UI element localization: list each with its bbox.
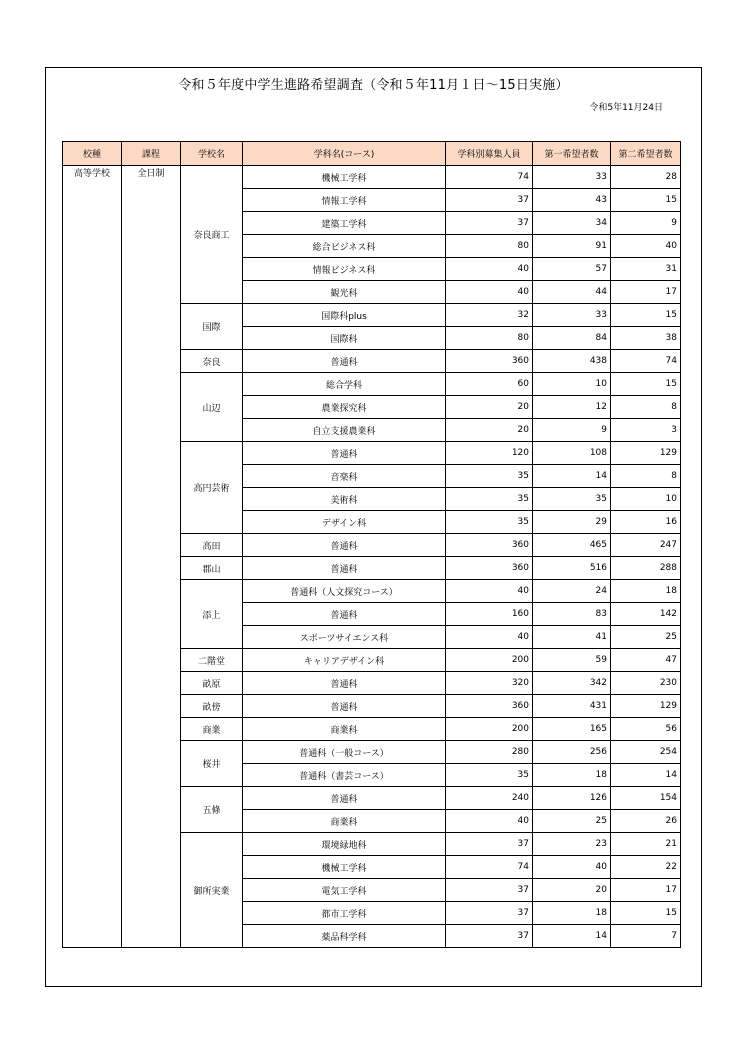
department-cell: 普通科 xyxy=(243,672,446,695)
second-choice-cell: 8 xyxy=(611,396,681,419)
second-choice-cell: 9 xyxy=(611,212,681,235)
first-choice-cell: 34 xyxy=(533,212,611,235)
second-choice-cell: 25 xyxy=(611,626,681,649)
school-name-cell: 国際 xyxy=(181,304,243,350)
quota-cell: 37 xyxy=(446,879,533,902)
quota-cell: 74 xyxy=(446,856,533,879)
quota-cell: 80 xyxy=(446,235,533,258)
second-choice-cell: 31 xyxy=(611,258,681,281)
school-type-cell: 高等学校 xyxy=(63,166,122,948)
quota-cell: 240 xyxy=(446,787,533,810)
second-choice-cell: 17 xyxy=(611,879,681,902)
quota-cell: 37 xyxy=(446,925,533,948)
second-choice-cell: 15 xyxy=(611,189,681,212)
quota-cell: 360 xyxy=(446,534,533,557)
department-cell: 観光科 xyxy=(243,281,446,304)
quota-cell: 80 xyxy=(446,327,533,350)
second-choice-cell: 28 xyxy=(611,166,681,189)
second-choice-cell: 288 xyxy=(611,557,681,580)
quota-cell: 360 xyxy=(446,350,533,373)
second-choice-cell: 247 xyxy=(611,534,681,557)
quota-cell: 37 xyxy=(446,212,533,235)
first-choice-cell: 25 xyxy=(533,810,611,833)
second-choice-cell: 38 xyxy=(611,327,681,350)
department-cell: デザイン科 xyxy=(243,511,446,534)
quota-cell: 40 xyxy=(446,258,533,281)
first-choice-cell: 14 xyxy=(533,465,611,488)
table-row xyxy=(63,166,681,189)
school-name-cell: 畝傍 xyxy=(181,695,243,718)
first-choice-cell: 18 xyxy=(533,764,611,787)
first-choice-cell: 33 xyxy=(533,166,611,189)
quota-cell: 35 xyxy=(446,764,533,787)
department-cell: 普通科（一般コース） xyxy=(243,741,446,764)
school-name-cell: 奈良 xyxy=(181,350,243,373)
first-choice-cell: 35 xyxy=(533,488,611,511)
second-choice-cell: 230 xyxy=(611,672,681,695)
second-choice-cell: 8 xyxy=(611,465,681,488)
department-cell: 機械工学科 xyxy=(243,856,446,879)
header-quota: 学科別募集人員 xyxy=(446,142,533,166)
second-choice-cell: 21 xyxy=(611,833,681,856)
department-cell: 環境緑地科 xyxy=(243,833,446,856)
second-choice-cell: 26 xyxy=(611,810,681,833)
department-cell: 普通科 xyxy=(243,442,446,465)
first-choice-cell: 431 xyxy=(533,695,611,718)
header-department: 学科名(コース) xyxy=(243,142,446,166)
quota-cell: 160 xyxy=(446,603,533,626)
second-choice-cell: 17 xyxy=(611,281,681,304)
quota-cell: 40 xyxy=(446,626,533,649)
second-choice-cell: 16 xyxy=(611,511,681,534)
first-choice-cell: 465 xyxy=(533,534,611,557)
first-choice-cell: 20 xyxy=(533,879,611,902)
first-choice-cell: 59 xyxy=(533,649,611,672)
table-body xyxy=(63,166,681,948)
department-cell: 機械工学科 xyxy=(243,166,446,189)
first-choice-cell: 256 xyxy=(533,741,611,764)
quota-cell: 200 xyxy=(446,649,533,672)
first-choice-cell: 165 xyxy=(533,718,611,741)
school-name-cell: 御所実業 xyxy=(181,833,243,948)
quota-cell: 20 xyxy=(446,419,533,442)
school-name-cell: 二階堂 xyxy=(181,649,243,672)
second-choice-cell: 22 xyxy=(611,856,681,879)
department-cell: 普通科 xyxy=(243,350,446,373)
department-cell: 総合学科 xyxy=(243,373,446,396)
school-name-cell: 山辺 xyxy=(181,373,243,442)
second-choice-cell: 7 xyxy=(611,925,681,948)
second-choice-cell: 14 xyxy=(611,764,681,787)
first-choice-cell: 91 xyxy=(533,235,611,258)
header-row xyxy=(63,142,681,166)
school-name-cell: 高田 xyxy=(181,534,243,557)
first-choice-cell: 126 xyxy=(533,787,611,810)
first-choice-cell: 108 xyxy=(533,442,611,465)
department-cell: 電気工学科 xyxy=(243,879,446,902)
quota-cell: 60 xyxy=(446,373,533,396)
department-cell: 普通科 xyxy=(243,695,446,718)
first-choice-cell: 41 xyxy=(533,626,611,649)
header-school-type: 校種 xyxy=(63,142,122,166)
second-choice-cell: 129 xyxy=(611,695,681,718)
second-choice-cell: 15 xyxy=(611,304,681,327)
first-choice-cell: 57 xyxy=(533,258,611,281)
quota-cell: 35 xyxy=(446,465,533,488)
department-cell: 建築工学科 xyxy=(243,212,446,235)
header-second-choice: 第二希望者数 xyxy=(611,142,681,166)
second-choice-cell: 3 xyxy=(611,419,681,442)
first-choice-cell: 23 xyxy=(533,833,611,856)
department-cell: 国際科plus xyxy=(243,304,446,327)
quota-cell: 40 xyxy=(446,810,533,833)
header-course: 課程 xyxy=(122,142,181,166)
school-name-cell: 五條 xyxy=(181,787,243,833)
first-choice-cell: 29 xyxy=(533,511,611,534)
first-choice-cell: 438 xyxy=(533,350,611,373)
school-name-cell: 畝原 xyxy=(181,672,243,695)
quota-cell: 40 xyxy=(446,580,533,603)
department-cell: 国際科 xyxy=(243,327,446,350)
department-cell: 普通科 xyxy=(243,534,446,557)
quota-cell: 37 xyxy=(446,189,533,212)
second-choice-cell: 47 xyxy=(611,649,681,672)
department-cell: 薬品科学科 xyxy=(243,925,446,948)
header-first-choice: 第一希望者数 xyxy=(533,142,611,166)
first-choice-cell: 33 xyxy=(533,304,611,327)
quota-cell: 20 xyxy=(446,396,533,419)
school-name-cell: 商業 xyxy=(181,718,243,741)
department-cell: 商業科 xyxy=(243,810,446,833)
department-cell: 都市工学科 xyxy=(243,902,446,925)
first-choice-cell: 40 xyxy=(533,856,611,879)
quota-cell: 32 xyxy=(446,304,533,327)
second-choice-cell: 15 xyxy=(611,373,681,396)
department-cell: 普通科（人文探究コース） xyxy=(243,580,446,603)
department-cell: 普通科 xyxy=(243,557,446,580)
first-choice-cell: 12 xyxy=(533,396,611,419)
second-choice-cell: 18 xyxy=(611,580,681,603)
department-cell: 普通科 xyxy=(243,787,446,810)
first-choice-cell: 10 xyxy=(533,373,611,396)
second-choice-cell: 15 xyxy=(611,902,681,925)
department-cell: 普通科 xyxy=(243,603,446,626)
department-cell: 情報工学科 xyxy=(243,189,446,212)
first-choice-cell: 84 xyxy=(533,327,611,350)
second-choice-cell: 142 xyxy=(611,603,681,626)
second-choice-cell: 129 xyxy=(611,442,681,465)
department-cell: スポーツサイエンス科 xyxy=(243,626,446,649)
first-choice-cell: 18 xyxy=(533,902,611,925)
quota-cell: 37 xyxy=(446,902,533,925)
first-choice-cell: 24 xyxy=(533,580,611,603)
quota-cell: 360 xyxy=(446,695,533,718)
first-choice-cell: 516 xyxy=(533,557,611,580)
header-school-name: 学校名 xyxy=(181,142,243,166)
department-cell: 音楽科 xyxy=(243,465,446,488)
first-choice-cell: 14 xyxy=(533,925,611,948)
first-choice-cell: 9 xyxy=(533,419,611,442)
quota-cell: 74 xyxy=(446,166,533,189)
first-choice-cell: 44 xyxy=(533,281,611,304)
first-choice-cell: 342 xyxy=(533,672,611,695)
report-date: 令和5年11月24日 xyxy=(589,103,663,113)
quota-cell: 35 xyxy=(446,488,533,511)
second-choice-cell: 10 xyxy=(611,488,681,511)
quota-cell: 360 xyxy=(446,557,533,580)
first-choice-cell: 83 xyxy=(533,603,611,626)
quota-cell: 320 xyxy=(446,672,533,695)
department-cell: 美術科 xyxy=(243,488,446,511)
course-type-cell: 全日制 xyxy=(122,166,181,948)
second-choice-cell: 74 xyxy=(611,350,681,373)
department-cell: 自立支援農業科 xyxy=(243,419,446,442)
school-name-cell: 添上 xyxy=(181,580,243,649)
quota-cell: 200 xyxy=(446,718,533,741)
department-cell: 情報ビジネス科 xyxy=(243,258,446,281)
department-cell: 総合ビジネス科 xyxy=(243,235,446,258)
school-name-cell: 桜井 xyxy=(181,741,243,787)
first-choice-cell: 43 xyxy=(533,189,611,212)
quota-cell: 37 xyxy=(446,833,533,856)
second-choice-cell: 254 xyxy=(611,741,681,764)
page-title: 令和５年度中学生進路希望調査（令和５年11月１日～15日実施） xyxy=(178,78,569,93)
second-choice-cell: 40 xyxy=(611,235,681,258)
department-cell: 農業探究科 xyxy=(243,396,446,419)
department-cell: キャリアデザイン科 xyxy=(243,649,446,672)
quota-cell: 40 xyxy=(446,281,533,304)
department-cell: 普通科（書芸コース） xyxy=(243,764,446,787)
second-choice-cell: 56 xyxy=(611,718,681,741)
survey-table xyxy=(62,141,681,948)
document-frame xyxy=(45,67,702,987)
school-name-cell: 高円芸術 xyxy=(181,442,243,534)
department-cell: 商業科 xyxy=(243,718,446,741)
quota-cell: 35 xyxy=(446,511,533,534)
quota-cell: 280 xyxy=(446,741,533,764)
school-name-cell: 郡山 xyxy=(181,557,243,580)
quota-cell: 120 xyxy=(446,442,533,465)
second-choice-cell: 154 xyxy=(611,787,681,810)
school-name-cell: 奈良商工 xyxy=(181,166,243,304)
